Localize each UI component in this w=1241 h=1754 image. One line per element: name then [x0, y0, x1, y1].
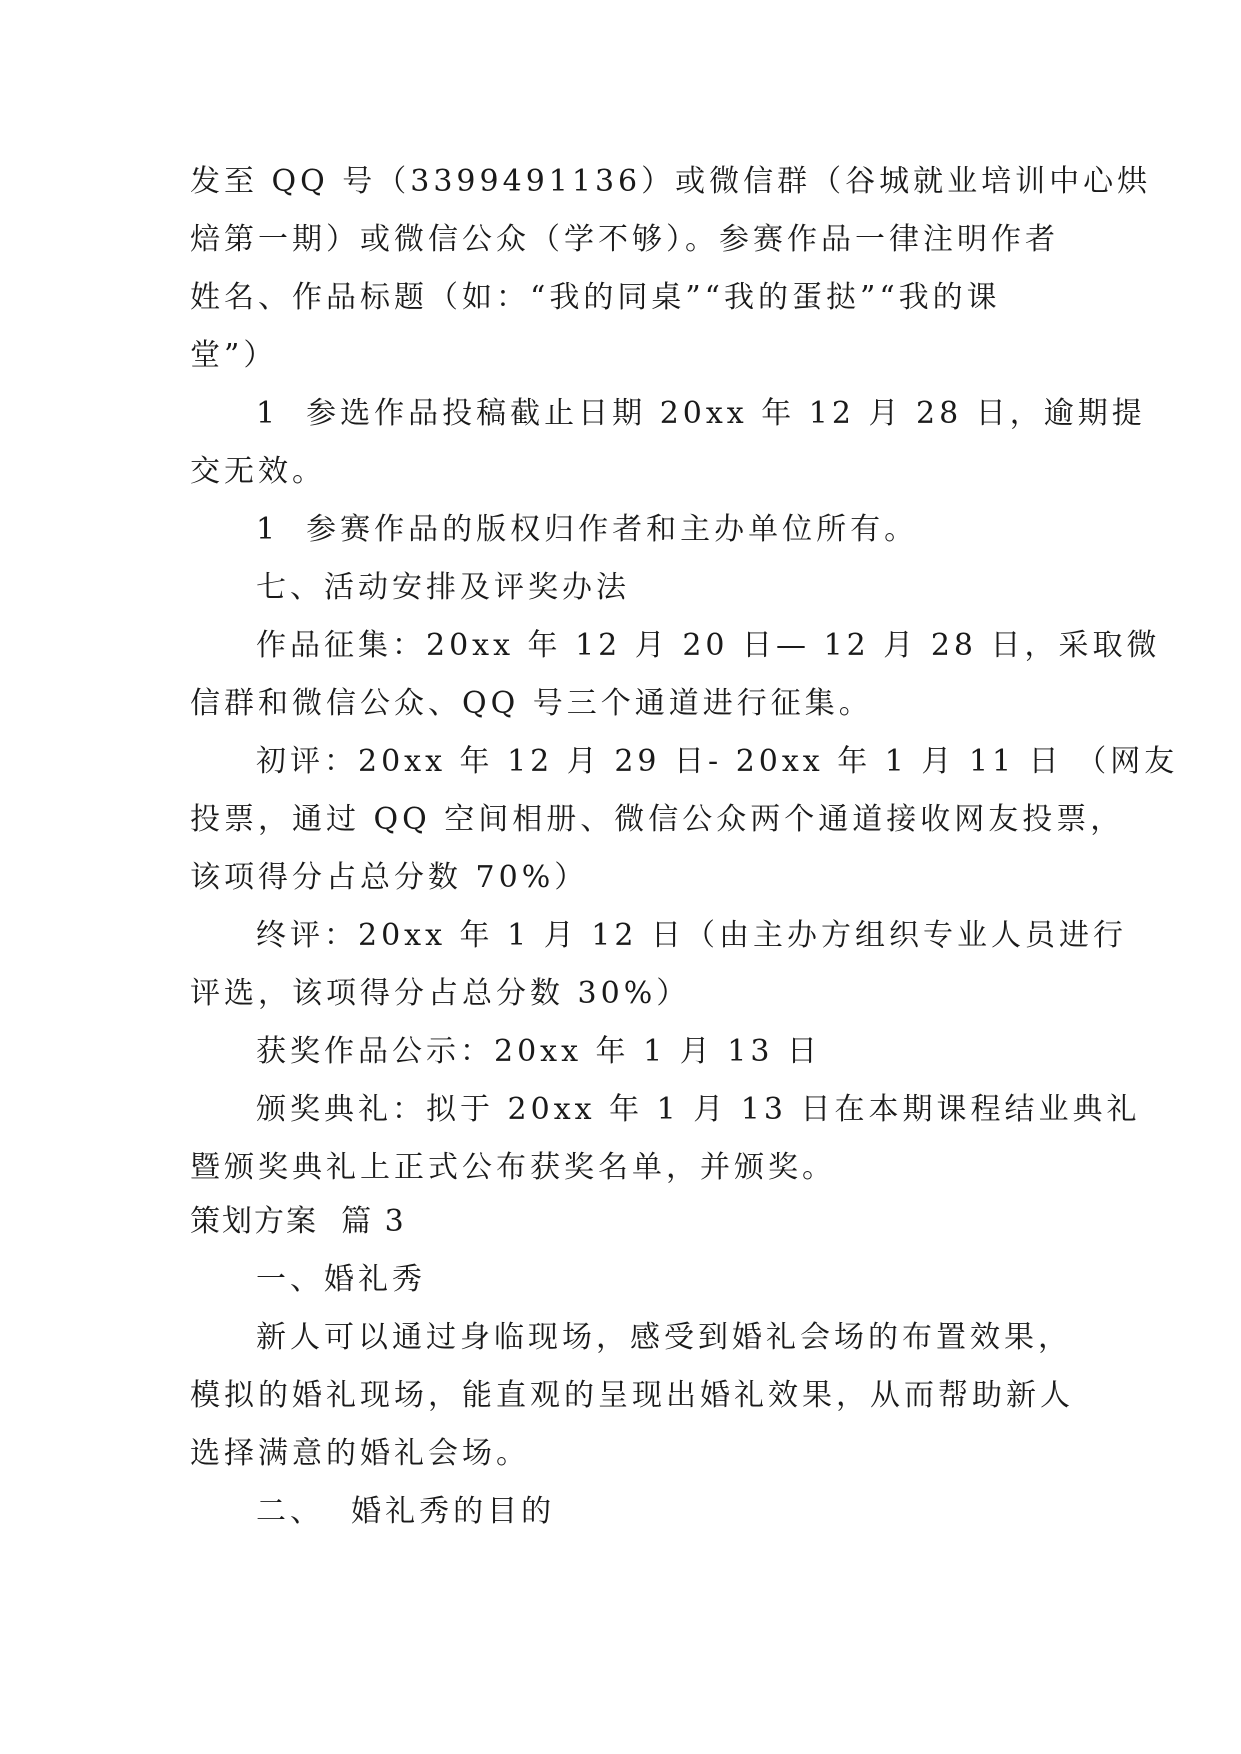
section-heading: 二、 婚礼秀的目的 — [256, 1494, 556, 1529]
text-line: 投票，通过 QQ 空间相册、微信公众两个通道接收网友投票， — [190, 802, 1125, 837]
text-line: 1 参赛作品的版权归作者和主办单位所有。 — [256, 512, 919, 547]
text-line: 终评：20xx 年 1 月 12 日（由主办方组织专业人员进行 — [256, 918, 1127, 953]
text-line: 交无效。 — [190, 454, 326, 489]
text-line: 颁奖典礼：拟于 20xx 年 1 月 13 日在本期课程结业典礼 — [256, 1092, 1141, 1127]
text-line: 选择满意的婚礼会场。 — [190, 1436, 530, 1471]
text-line: 初评：20xx 年 12 月 29 日- 20xx 年 1 月 11 日 （网友 — [256, 744, 1179, 779]
text-line: 新人可以通过身临现场，感受到婚礼会场的布置效果， — [256, 1320, 1072, 1355]
text-line: 发至 QQ 号（3399491136）或微信群（谷城就业培训中心烘 — [190, 164, 1152, 199]
text-line: 暨颁奖典礼上正式公布获奖名单，并颁奖。 — [190, 1150, 836, 1185]
section-heading: 一、婚礼秀 — [256, 1262, 426, 1297]
text-line: 获奖作品公示：20xx 年 1 月 13 日 — [256, 1034, 821, 1069]
section-title: 策划方案 篇 3 — [190, 1204, 406, 1239]
text-line: 该项得分占总分数 70%） — [190, 860, 589, 895]
text-line: 1 参选作品投稿截止日期 20xx 年 12 月 28 日，逾期提 — [256, 396, 1146, 431]
text-line: 作品征集：20xx 年 12 月 20 日— 12 月 28 日，采取微 — [256, 628, 1161, 663]
text-line: 信群和微信公众、QQ 号三个通道进行征集。 — [190, 686, 873, 721]
text-line: 评选，该项得分占总分数 30%） — [190, 976, 691, 1011]
text-line: 姓名、作品标题（如：“我的同桌”“我的蛋挞”“我的课 — [190, 280, 1001, 315]
text-line: 焙第一期）或微信公众（学不够）。参赛作品一律注明作者 — [190, 222, 1059, 257]
text-line: 模拟的婚礼现场，能直观的呈现出婚礼效果，从而帮助新人 — [190, 1378, 1074, 1413]
text-line: 堂”） — [190, 338, 278, 373]
section-heading: 七、活动安排及评奖办法 — [256, 570, 630, 605]
